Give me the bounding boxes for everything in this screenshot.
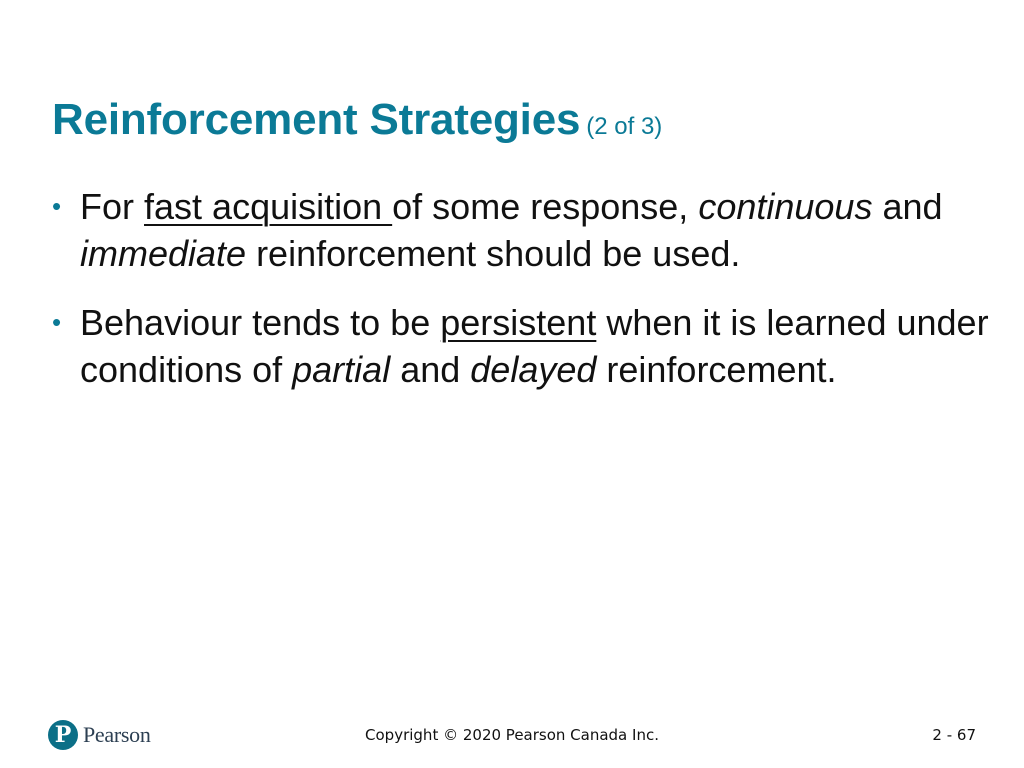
italic-phrase: partial bbox=[292, 349, 391, 390]
underlined-phrase: persistent bbox=[440, 302, 597, 343]
bullet-text-segment: reinforcement. bbox=[596, 349, 837, 390]
bullet-text-segment: reinforcement should be used. bbox=[246, 233, 741, 274]
bullet-dot-icon: • bbox=[52, 191, 62, 221]
slide-title bbox=[52, 95, 662, 145]
page-number: 2 - 67 bbox=[932, 726, 976, 744]
bullet-text-segment: and bbox=[390, 349, 471, 390]
italic-phrase: delayed bbox=[470, 349, 597, 390]
bullet-text-segment: and bbox=[872, 186, 943, 227]
pearson-p-icon: P bbox=[48, 720, 78, 750]
underlined-phrase: fast acquisition bbox=[144, 186, 393, 227]
bullet-text-segment: Behaviour tends to be bbox=[80, 302, 441, 343]
title-text: Reinforcement Strategies bbox=[52, 95, 581, 144]
bullet-item bbox=[52, 299, 992, 393]
bullet-text-segment: For bbox=[80, 186, 145, 227]
bullet-text-segment: when it is learned under conditions of bbox=[80, 302, 989, 390]
italic-phrase: immediate bbox=[80, 233, 247, 274]
copyright-text: Copyright © 2020 Pearson Canada Inc. bbox=[365, 726, 659, 744]
pearson-wordmark: Pearson bbox=[83, 722, 151, 747]
bullet-list bbox=[52, 183, 992, 415]
bullet-text-segment: of some response, bbox=[392, 186, 699, 227]
title-page-indicator: (2 of 3) bbox=[586, 113, 663, 140]
bullet-item bbox=[52, 183, 992, 277]
bullet-dot-icon: • bbox=[52, 307, 62, 337]
italic-phrase: continuous bbox=[698, 186, 873, 227]
